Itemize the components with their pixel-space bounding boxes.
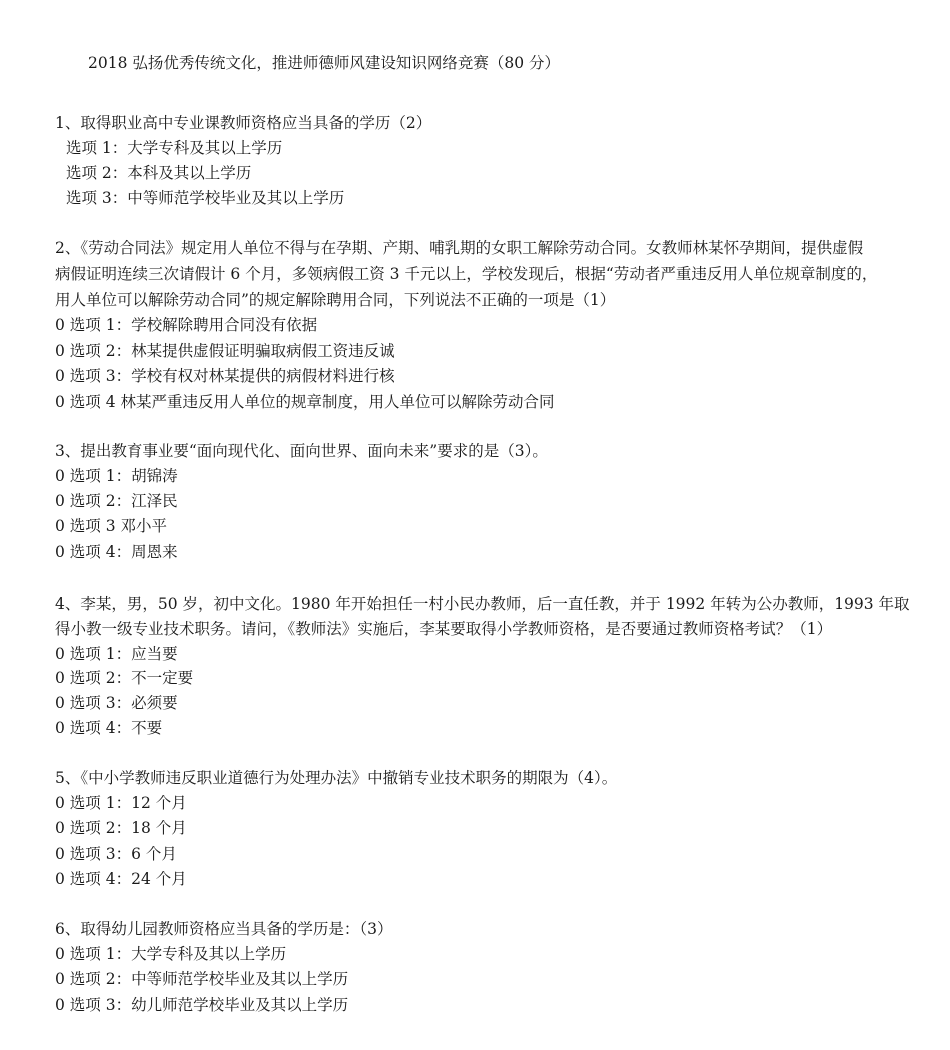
- question-5-option-2: 0 选项 2：18 个月: [55, 819, 187, 837]
- question-3-text: 3、提出教育事业要“面向现代化、面向世界、面向未来”要求的是（3）。: [55, 442, 548, 460]
- question-1-text: 1、取得职业高中专业课教师资格应当具备的学历（2）: [55, 114, 432, 132]
- question-2-option-1: 0 选项 1：学校解除聘用合同没有依据: [55, 316, 318, 334]
- question-4-text-line-1: 4、李某，男，50 岁，初中文化。1980 年开始担任一村小民办教师，后一直任教，并于 1992 年转为公办教师，1993 年取: [55, 595, 910, 613]
- question-5-option-4: 0 选项 4：24 个月: [55, 870, 187, 888]
- question-6-option-1: 0 选项 1：大学专科及其以上学历: [55, 945, 287, 963]
- question-5-text: 5、《中小学教师违反职业道德行为处理办法》中撤销专业技术职务的期限为（4）。: [55, 769, 618, 787]
- question-4-option-4: 0 选项 4：不要: [55, 719, 163, 737]
- question-3-option-1: 0 选项 1：胡锦涛: [55, 467, 178, 485]
- question-2-text-line-1: 2、《劳动合同法》规定用人单位不得与在孕期、产期、哺乳期的女职工解除劳动合同。女教师林某怀孕期间，提供虚假: [55, 239, 864, 257]
- question-4-text-line-2: 得小教一级专业技术职务。请问，《教师法》实施后，李某要取得小学教师资格，是否要通过教师资格考试？（1）: [55, 620, 833, 638]
- question-4-option-2: 0 选项 2：不一定要: [55, 669, 194, 687]
- page-title: 2018 弘扬优秀传统文化，推进师德师风建设知识网络竞赛（80 分）: [88, 54, 561, 72]
- question-1-option-3: 选项 3：中等师范学校毕业及其以上学历: [66, 189, 345, 207]
- question-2-option-4: 0 选项 4 林某严重违反用人单位的规章制度，用人单位可以解除劳动合同: [55, 393, 555, 411]
- question-6-text: 6、取得幼儿园教师资格应当具备的学历是：（3）: [55, 920, 393, 938]
- question-1-option-1: 选项 1：大学专科及其以上学历: [66, 139, 283, 157]
- question-2-option-3: 0 选项 3：学校有权对林某提供的病假材料进行核: [55, 367, 395, 385]
- question-6-option-3: 0 选项 3：幼儿师范学校毕业及其以上学历: [55, 996, 349, 1014]
- question-2-text-line-2: 病假证明连续三次请假计 6 个月，多领病假工资 3 千元以上，学校发现后，根据“劳动者严重违反用人单位规章制度的，: [55, 265, 878, 283]
- question-5-option-3: 0 选项 3：6 个月: [55, 845, 177, 863]
- question-3-option-3: 0 选项 3 邓小平: [55, 517, 168, 535]
- question-6-option-2: 0 选项 2：中等师范学校毕业及其以上学历: [55, 970, 349, 988]
- question-3-option-4: 0 选项 4：周恩来: [55, 543, 178, 561]
- question-4-option-3: 0 选项 3：必须要: [55, 694, 178, 712]
- question-1-option-2: 选项 2：本科及其以上学历: [66, 164, 252, 182]
- question-5-option-1: 0 选项 1：12 个月: [55, 794, 187, 812]
- question-2-option-2: 0 选项 2：林某提供虚假证明骗取病假工资违反诚: [55, 342, 395, 360]
- question-3-option-2: 0 选项 2：江泽民: [55, 492, 178, 510]
- question-2-text-line-3: 用人单位可以解除劳动合同”的规定解除聘用合同，下列说法不正确的一项是（1）: [55, 291, 616, 309]
- question-4-option-1: 0 选项 1：应当要: [55, 645, 178, 663]
